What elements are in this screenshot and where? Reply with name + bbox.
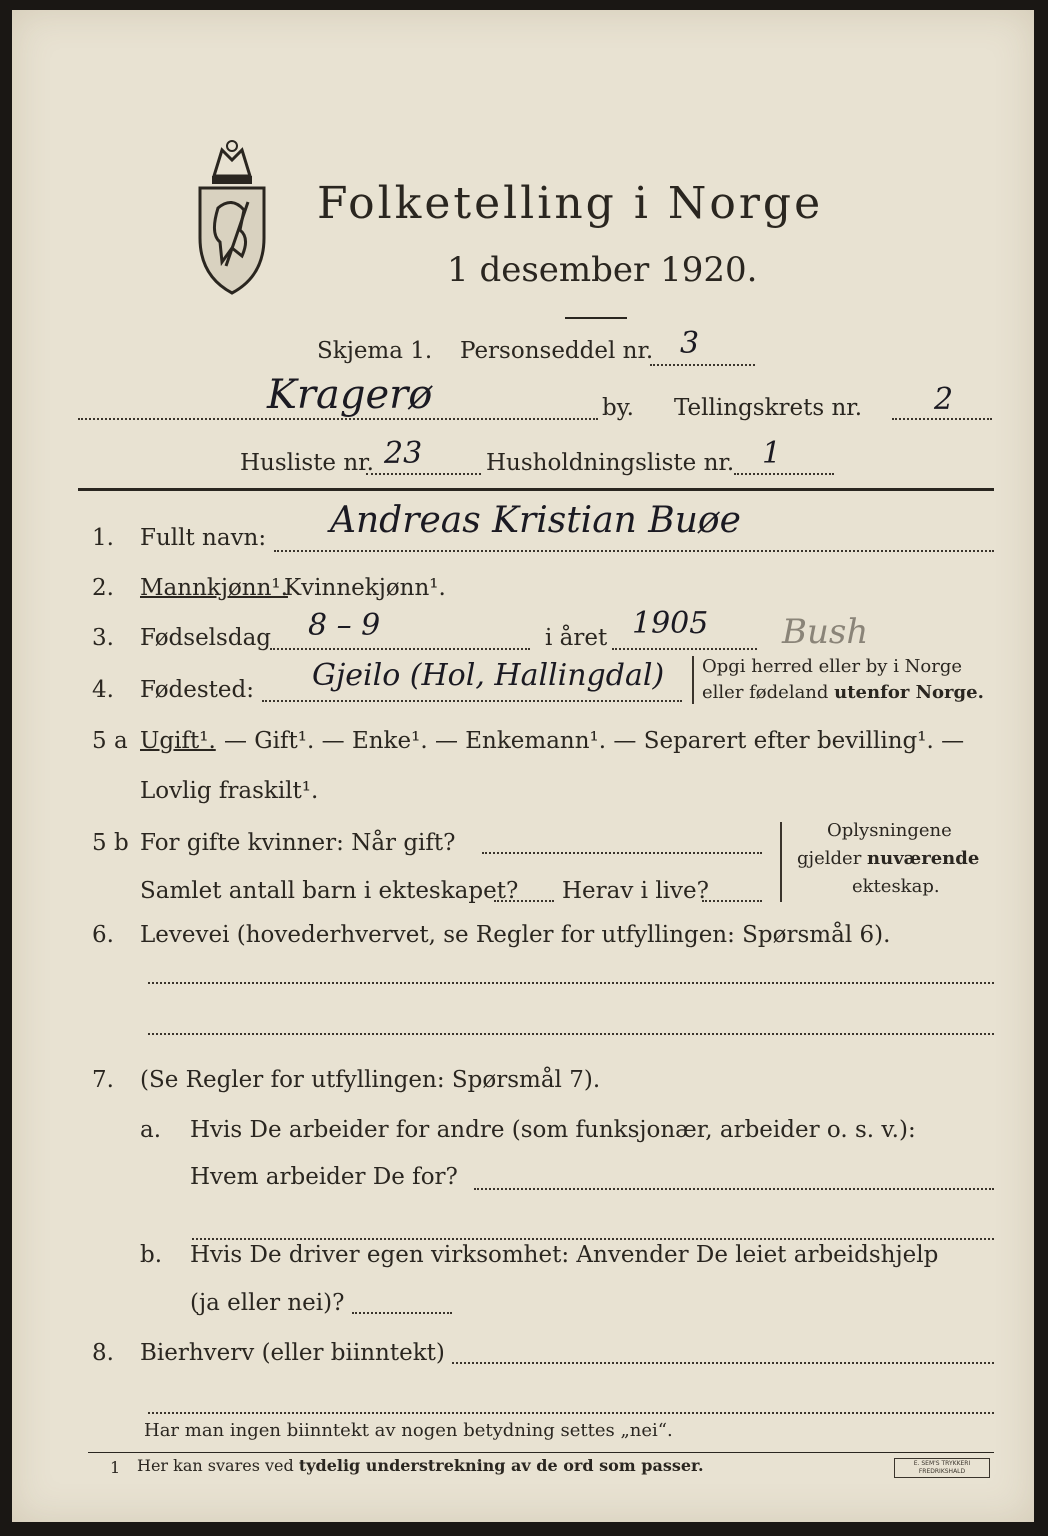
q1-number: 1. <box>92 525 114 551</box>
q5b-children-label: Samlet antall barn i ekteskapet? <box>140 878 519 904</box>
footer-divider <box>88 1452 994 1453</box>
husholdning-label: Husholdningsliste nr. <box>486 450 735 476</box>
footer-note: Har man ingen biinntekt av nogen betydning settes „nei“. <box>144 1420 673 1441</box>
footnote-text-b: tydelig understrekning av de ord som passer. <box>298 1456 704 1475</box>
form-title: Folketelling i Norge <box>317 178 824 229</box>
q4-number: 4. <box>92 677 114 703</box>
census-form-sheet <box>12 10 1034 1522</box>
q3-extra-note: Bush <box>782 612 869 652</box>
husholdning-value: 1 <box>762 436 782 471</box>
q7-label: (Se Regler for utfyllingen: Spørsmål 7). <box>140 1067 601 1093</box>
q5a-other-options: — Gift¹. — Enke¹. — Enkemann¹. — Separert efter bevilling¹. — <box>224 728 965 754</box>
q5b-note2a: gjelder <box>797 848 862 869</box>
q1-full-name-value: Andreas Kristian Buøe <box>330 500 741 541</box>
q7b-text: Hvis De driver egen virksomhet: Anvender De leiet arbeidshjelp <box>190 1242 939 1268</box>
q5b-note3: ekteskap. <box>852 876 940 897</box>
q4-label: Fødested: <box>140 677 255 703</box>
q5a-line2: Lovlig fraskilt¹. <box>140 778 319 804</box>
skjema-label: Skjema 1. <box>317 338 433 364</box>
personseddel-value: 3 <box>680 326 700 361</box>
q6-label: Levevei (hovederhvervet, se Regler for utfyllingen: Spørsmål 6). <box>140 922 891 948</box>
tellingskrets-label: Tellingskrets nr. <box>674 395 863 421</box>
q5a-ugift-option: Ugift¹. <box>140 728 216 754</box>
q4-birthplace-value: Gjeilo (Hol, Hallingdal) <box>312 658 665 693</box>
q3-year-value: 1905 <box>632 606 709 641</box>
q2-female-option: Kvinnekjønn¹. <box>284 575 446 601</box>
q8-label: Bierhverv (eller biinntekt) <box>140 1340 445 1366</box>
footnote-mark: 1 <box>110 1458 121 1477</box>
printer-stamp: E. SEM'S TRYKKERI FREDRIKSHALD <box>894 1458 990 1478</box>
q3-number: 3. <box>92 625 114 651</box>
q5b-alive-label: Herav i live? <box>562 878 709 904</box>
q3-year-label: i året <box>545 625 608 651</box>
q5b-note2b: nuværende <box>867 848 980 869</box>
husliste-label: Husliste nr. <box>240 450 374 476</box>
footnote-text-a: Her kan svares ved <box>137 1456 294 1475</box>
title-divider <box>565 317 627 319</box>
husliste-value: 23 <box>384 436 423 471</box>
city-value: Kragerø <box>267 372 433 418</box>
q2-number: 2. <box>92 575 114 601</box>
q5b-note1: Oplysningene <box>827 820 952 841</box>
q7b-marker: b. <box>140 1242 163 1268</box>
q5b-when-married-label: For gifte kvinner: Når gift? <box>140 830 456 856</box>
q1-label: Fullt navn: <box>140 525 267 551</box>
q7-number: 7. <box>92 1067 114 1093</box>
personseddel-label: Personseddel nr. <box>460 338 654 364</box>
q2-male-option: Mannkjønn¹. <box>140 575 288 601</box>
q5a-number: 5 a <box>92 728 128 754</box>
q4-note-line2b: utenfor Norge. <box>834 682 984 703</box>
q7a-marker: a. <box>140 1117 162 1143</box>
q7a-text: Hvis De arbeider for andre (som funksjonær, arbeider o. s. v.): <box>190 1117 916 1143</box>
q7b-text2: (ja eller nei)? <box>190 1290 345 1316</box>
header-divider <box>78 488 994 491</box>
q4-note-line1: Opgi herred eller by i Norge <box>702 656 963 677</box>
q3-birthday-value: 8 – 9 <box>308 608 381 643</box>
q4-note-line2a: eller fødeland <box>702 682 829 703</box>
form-date: 1 desember 1920. <box>447 250 758 290</box>
tellingskrets-value: 2 <box>934 382 954 417</box>
by-label: by. <box>602 395 634 421</box>
q5b-number: 5 b <box>92 830 129 856</box>
q3-label: Fødselsdag <box>140 625 272 651</box>
q8-number: 8. <box>92 1340 114 1366</box>
q6-number: 6. <box>92 922 114 948</box>
norway-coat-of-arms-icon <box>192 138 272 298</box>
q7a-text2: Hvem arbeider De for? <box>190 1164 458 1190</box>
